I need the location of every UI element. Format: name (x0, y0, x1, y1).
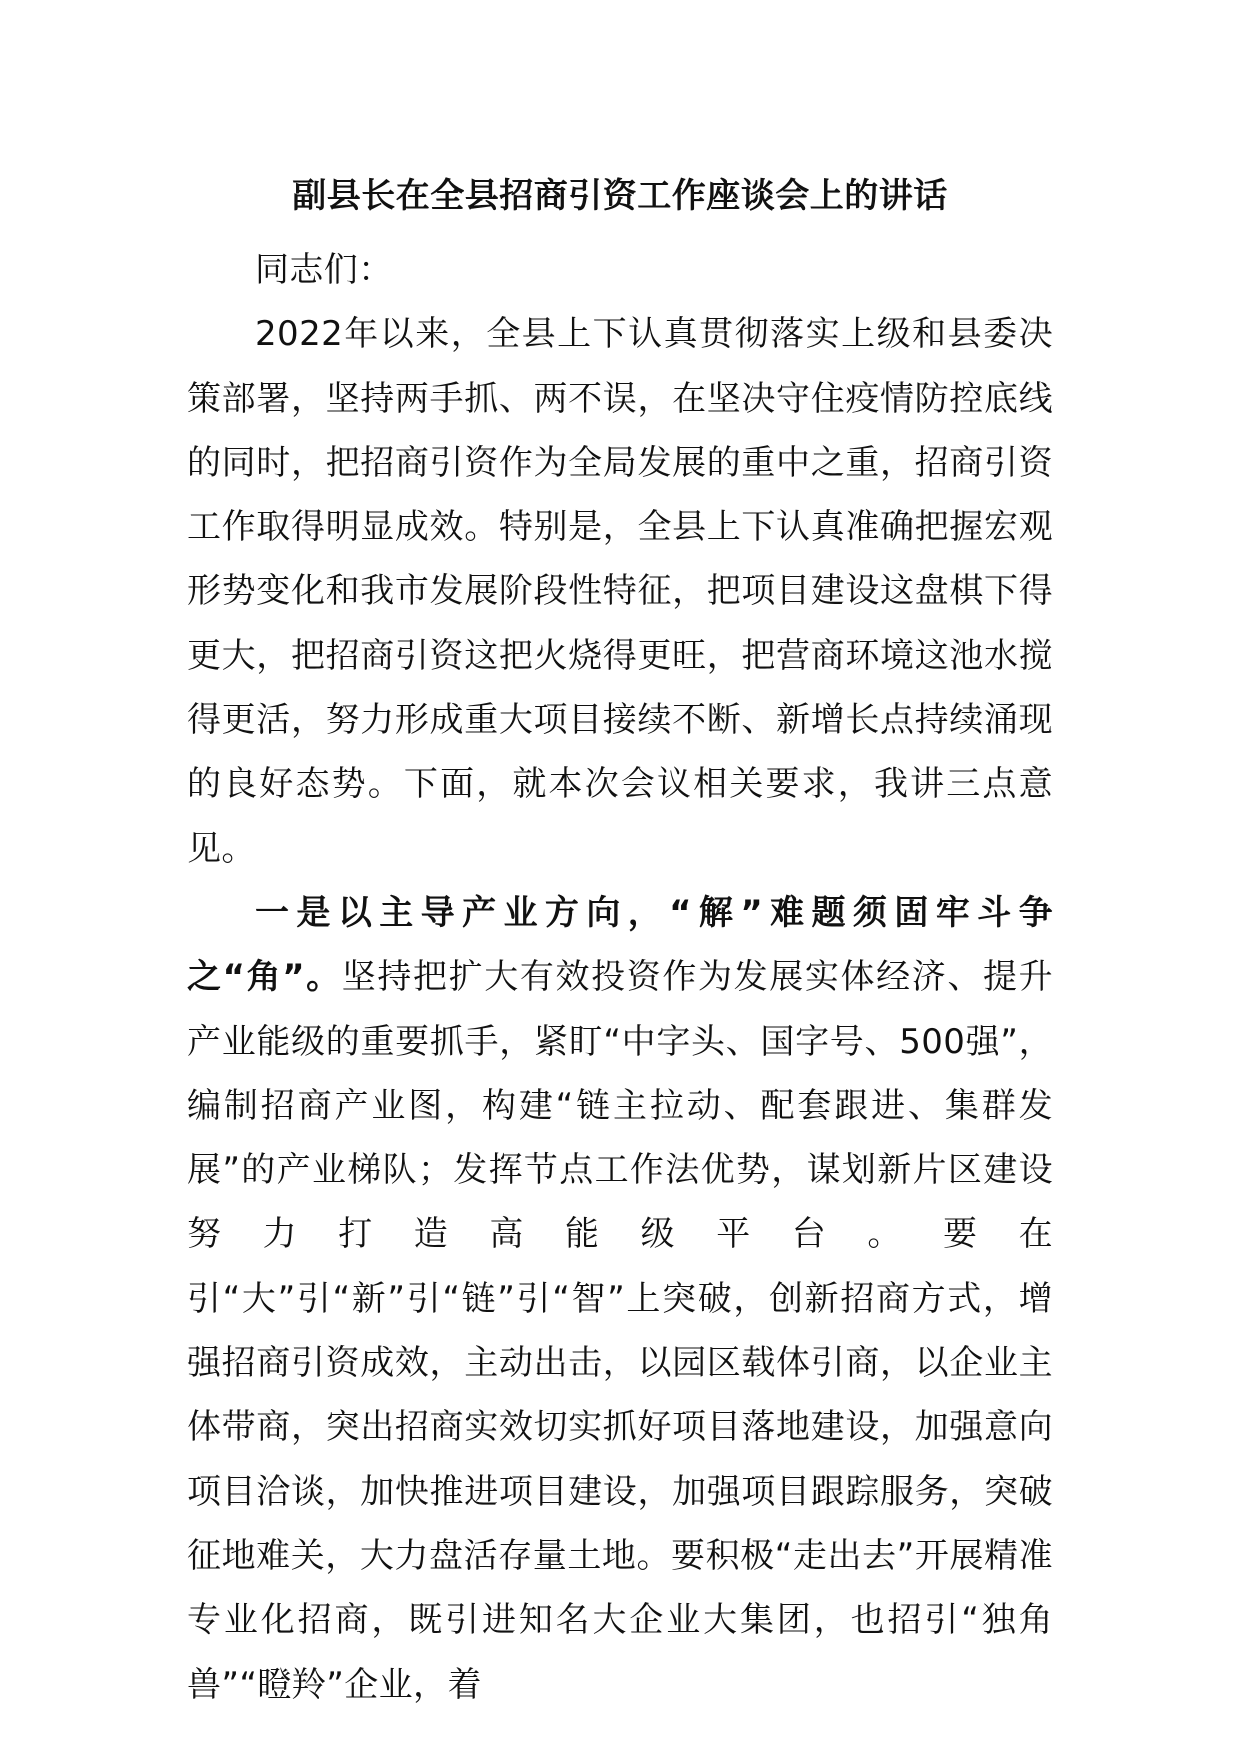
paragraph-intro (187, 302, 1053, 881)
paragraph-text: 坚持把扩大有效投资作为发展实体经济、提升产业能级的重要抓手，紧盯“中字头、国字号、500强”，编制招商产业图，构建“链主拉动、配套跟进、集群发展”的产业梯队；发挥节点工作法优势，谋划新片区建设努力打造高能级平台。要在引“大”引“新”引“链”引“智”上突破，创新招商方式，增强招商引资成效，主动出击，以园区载体引商，以企业主体带商，突出招商实效切实抓好项目落地建设，加强意向项目洽谈，加快推进项目建设，加强项目跟踪服务，突破征地难关，大力盘活存量土地。要积极“走出去”开展精准专业化招商，既引进知名大企业大集团，也招引“独角兽”“瞪羚”企业，着 (187, 957, 1053, 1705)
paragraph-point-one (187, 881, 1053, 1717)
salutation: 同志们： (255, 250, 393, 290)
paragraph-text: 2022年以来，全县上下认真贯彻落实上级和县委决策部署，坚持两手抓、两不误，在坚决守住疫情防控底线的同时，把招商引资作为全局发展的重中之重，招商引资工作取得明显成效。特别是，全县上下认真准确把握宏观形势变化和我市发展阶段性特征，把项目建设这盘棋下得更大，把招商引资这把火烧得更旺，把营商环境这池水搅得更活，努力形成重大项目接续不断、新增长点持续涌现的良好态势。下面，就本次会议相关要求，我讲三点意见。 (187, 314, 1053, 869)
document-body (187, 238, 1053, 1717)
document-title: 副县长在全县招商引资工作座谈会上的讲话 (292, 176, 948, 216)
paragraph-lead: 一是以主导产业方向，“解”难题须固牢斗争之“角”。 (187, 892, 1053, 998)
